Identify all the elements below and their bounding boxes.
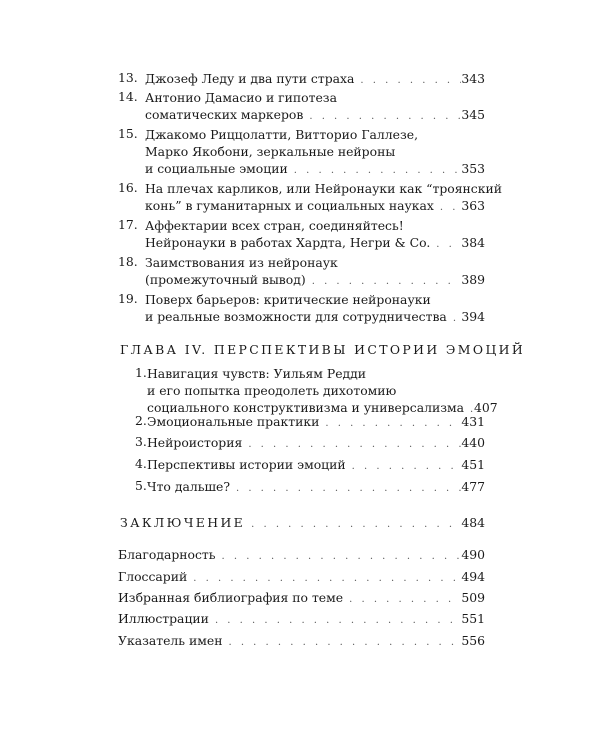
toc-page-number: 384 [461, 235, 485, 250]
toc-entry-title: Нейроистория [147, 435, 243, 450]
toc-page-number: 551 [461, 611, 485, 626]
toc-item-number: 15. [118, 126, 138, 141]
toc-page-number: 343 [461, 71, 485, 86]
toc-entry-title: Антонио Дамасио и гипотеза [145, 90, 337, 105]
toc-entry-conclusion[interactable] [120, 514, 485, 533]
dot-leader [430, 236, 461, 253]
toc-entry[interactable] [118, 568, 485, 587]
toc-page-number: 494 [461, 569, 485, 584]
toc-page-number: 363 [461, 198, 485, 213]
dot-leader [434, 199, 461, 216]
toc-page-number: 509 [461, 590, 485, 605]
toc-entry[interactable] [145, 254, 485, 290]
dot-leader [447, 310, 462, 327]
toc-entry[interactable] [118, 610, 485, 629]
toc-entry[interactable] [118, 589, 485, 608]
toc-entry-title: Аффектарии всех стран, соединяйтесь! [145, 218, 404, 233]
toc-entry-title: Джакомо Риццолатти, Витторио Галлезе, [145, 127, 419, 142]
dot-leader [346, 458, 462, 475]
toc-entry-title: Что дальше? [147, 479, 230, 494]
toc-entry-title: социального конструктивизма и универсализма [147, 400, 465, 415]
toc-page-number: 431 [461, 414, 485, 429]
toc-entry[interactable] [145, 291, 485, 327]
toc-item-number: 18. [118, 254, 138, 269]
toc-entry[interactable] [147, 434, 485, 453]
toc-page-number: 451 [461, 457, 485, 472]
toc-entry-title: соматических маркеров [145, 107, 304, 122]
toc-entry-title: Эмоциональные практики [147, 414, 320, 429]
toc-entry-title: Навигация чувств: Уильям Редди [147, 366, 367, 381]
toc-item-number: 17. [118, 217, 138, 232]
toc-entry-title: Заимствования из нейронаук [145, 255, 338, 270]
toc-item-number: 1. [135, 365, 147, 380]
toc-item-number: 5. [135, 478, 147, 493]
toc-entry[interactable] [118, 546, 485, 565]
toc-entry[interactable] [145, 70, 485, 89]
toc-entry-title: Указатель имен [118, 633, 223, 648]
dot-leader [303, 108, 461, 125]
toc-page-number: 440 [461, 435, 485, 450]
toc-entry-title: Перспективы истории эмоций [147, 457, 346, 472]
toc-page-number: 556 [461, 633, 485, 648]
toc-entry-title: Иллюстрации [118, 611, 209, 626]
toc-entry-title: и социальные эмоции [145, 161, 288, 176]
toc-entry-title: и его попытка преодолеть дихотомию [147, 383, 397, 398]
toc-entry-title: Поверх барьеров: критические нейронауки [145, 292, 431, 307]
chapter-heading[interactable]: ГЛАВА IV. ПЕРСПЕКТИВЫ ИСТОРИИ ЭМОЦИЙ [120, 342, 526, 357]
conclusion-label: ЗАКЛЮЧЕНИЕ [120, 515, 246, 530]
dot-leader [216, 548, 462, 565]
dot-leader [245, 516, 461, 533]
toc-item-number: 3. [135, 434, 147, 449]
toc-page-number: 490 [461, 547, 485, 562]
toc-entry-title: На плечах карликов, или Нейронауки как “троянский [145, 181, 503, 196]
toc-entry-title: Благодарность [118, 547, 216, 562]
dot-leader [242, 436, 461, 453]
toc-page-number: 407 [474, 400, 498, 415]
toc-item-number: 19. [118, 291, 138, 306]
toc-entry[interactable] [145, 217, 485, 253]
toc-item-number: 14. [118, 89, 138, 104]
toc-page-number: 477 [461, 479, 485, 494]
dot-leader [319, 415, 461, 432]
toc-entry-title: Марко Якобони, зеркальные нейроны [145, 144, 396, 159]
toc-item-number: 4. [135, 456, 147, 471]
toc-entry-title: Нейронауки в работах Хардта, Негри & Co. [145, 235, 431, 250]
toc-page-number: 345 [461, 107, 485, 122]
toc-item-number: 13. [118, 70, 138, 85]
toc-page-number: 394 [461, 309, 485, 324]
dot-leader [288, 162, 462, 179]
toc-entry[interactable] [118, 632, 485, 651]
toc-item-number: 16. [118, 180, 138, 195]
toc-page-number: 484 [461, 515, 485, 530]
toc-item-number: 2. [135, 413, 147, 428]
dot-leader [306, 273, 462, 290]
toc-entry[interactable] [147, 456, 485, 475]
toc-entry-title: Избранная библиография по теме [118, 590, 344, 605]
toc-entry[interactable] [147, 365, 498, 418]
toc-page-number: 389 [461, 272, 485, 287]
dot-leader [343, 591, 461, 608]
toc-entry-title: конь” в гуманитарных и социальных науках [145, 198, 434, 213]
dot-leader [209, 612, 461, 629]
toc-entry[interactable] [145, 89, 485, 125]
dot-leader [354, 72, 461, 89]
toc-entry[interactable] [145, 126, 485, 179]
toc-entry-title: (промежуточный вывод) [145, 272, 306, 287]
toc-entry[interactable] [145, 180, 503, 216]
dot-leader [222, 634, 461, 651]
dot-leader [230, 480, 461, 497]
toc-entry-title: Джозеф Леду и два пути страха [145, 71, 355, 86]
toc-entry-title: Глоссарий [118, 569, 188, 584]
toc-entry-title: и реальные возможности для сотрудничества [145, 309, 447, 324]
toc-page-number: 353 [461, 161, 485, 176]
toc-entry[interactable] [147, 478, 485, 497]
toc-entry[interactable] [147, 413, 485, 432]
dot-leader [187, 570, 461, 587]
